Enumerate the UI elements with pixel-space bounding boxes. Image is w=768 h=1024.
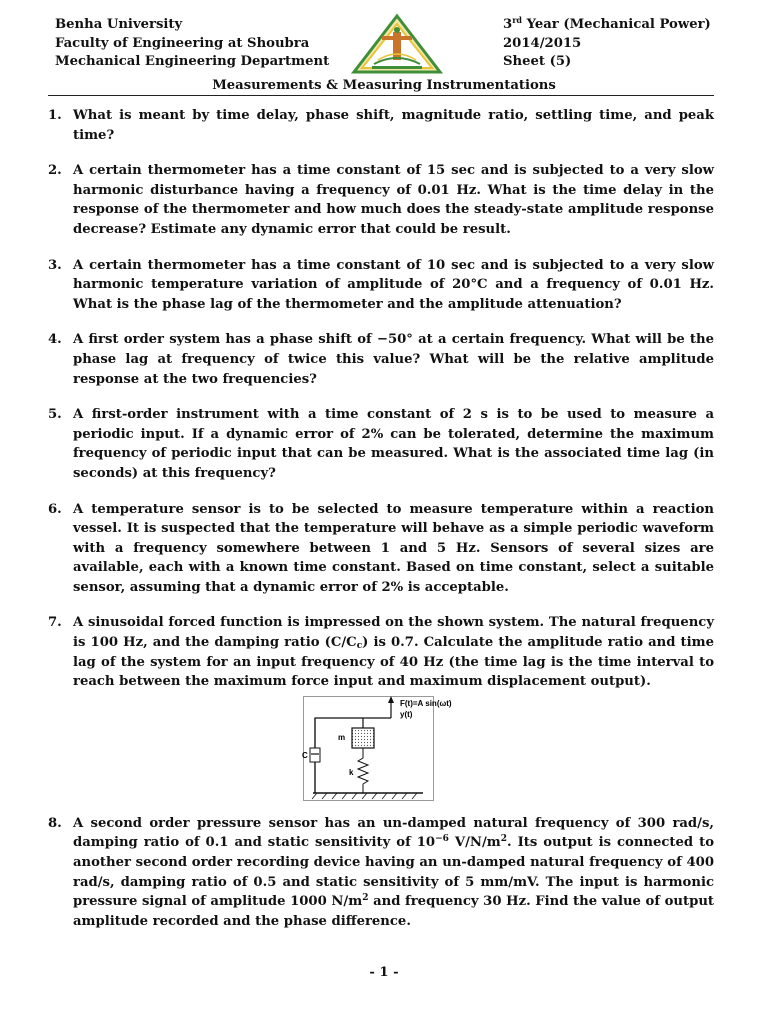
page-title: Measurements & Measuring Instrumentations [212,78,556,93]
force-label: F(t)=A sin(ωt) [400,698,452,708]
question-number: 3. [48,257,62,273]
header-left [55,16,329,72]
question-item [0,500,768,598]
question-number: 5. [48,407,62,423]
spring-label: k [349,767,354,777]
question-item [0,161,768,239]
university-logo [352,14,442,76]
force-arrow-icon [388,696,394,703]
question-text-part: A sinusoidal forced function is impressed on the shown system. The natural frequency is 100 Hz, and the damping ratio (C/C [73,615,714,651]
spring [358,748,368,793]
question-text: A certain thermometer has a time constant of 15 sec and is subjected to a very slow harmonic disturbance having a frequency of 0.01 Hz. What is the time delay in the response of the thermometer and how much does the steady-state amplitude response decrease? Estimate any dynamic error that could be result. [73,163,714,237]
question-number: 2. [48,163,62,179]
question-text: A temperature sensor is to be selected to measure temperature within a reaction vessel. It is suspected that the temperature will behave as a simple periodic waveform with a frequency somewhere between 1 and 5 Hz. Sensors of several sizes are available, each with a known time constant. Based on time constant, select a suitable sensor, assuming that a dynamic error of 2% is acceptable. [73,501,714,595]
question-text: A first order system has a phase shift of −50° at a certain frequency. What will be the phase lag at frequency of twice this value? What will be the relative amplitude response at the two frequencies? [73,332,714,387]
question-item [0,405,768,483]
question-number: 4. [48,332,62,348]
question-text [73,816,714,929]
year-number: 3 [503,17,513,32]
question-text: A certain thermometer has a time constant of 10 sec and is subjected to a very slow harmonic temperature variation of amplitude of 20°C and a frequency of 0.01 Hz. What is the phase lag of the thermometer and the amplitude attenuation? [73,257,714,312]
mass-label: m [338,732,346,742]
question-list [0,106,768,931]
title-divider [48,95,714,96]
question-text: What is meant by time delay, phase shift, magnitude ratio, settling time, and peak time? [73,108,714,143]
page-number: - 1 - [369,965,399,980]
year-program: Year (Mechanical Power) [522,17,711,32]
sheet-number: Sheet (5) [503,54,572,69]
subscript: c [356,641,363,652]
question-item [0,814,768,932]
damper [310,718,320,793]
year-label [503,16,711,35]
university-name: Benha University [55,17,183,32]
header-right [503,16,711,72]
damper-label: C [302,750,308,760]
ground-hatch [312,793,417,799]
question-text-part: A second order pressure sensor has an un-damped natural frequency of 300 rad/s, damping ratio of 0.1 and static sensitivity of 10 [73,815,714,851]
year-ordinal: rd [512,15,522,25]
academic-year: 2014/2015 [503,35,582,51]
question-number: 7. [48,615,62,631]
superscript: 2 [500,834,508,845]
spring-mass-damper-diagram [303,696,543,802]
question-text-part: . Its output is connected to another second order recording device having an un-damped natural frequency of 400 rad/s, damping ratio of 0.5 and static sensitivity of 5 mm/mV. The input is harmonic pressure signal of amplitude 1000 N/m [73,835,714,910]
superscript: −6 [435,834,449,845]
question-text [73,615,714,689]
question-text-part: ) is 0.7. Calculate the amplitude ratio and time lag of the system for an input frequency of 40 Hz (the time lag is the time interval to reach between the maximum force input and maximum displacement output). [73,635,715,690]
question-number: 8. [48,815,62,831]
question-item [0,106,768,145]
question-item [0,613,768,807]
faculty-name: Faculty of Engineering at Shoubra [55,35,310,51]
superscript: 2 [362,893,369,904]
question-number: 1. [48,108,62,123]
question-text-part: V/N/m [448,835,501,851]
question-item [0,256,768,315]
department-name: Mechanical Engineering Department [55,54,330,69]
diagram-container [73,692,714,808]
question-item [0,330,768,389]
question-number: 6. [48,501,62,517]
question-text: A first-order instrument with a time constant of 2 s is to be used to measure a periodic input. If a dynamic error of 2% can be tolerated, determine the maximum frequency of periodic input that can be measured. What is the associated time lag (in seconds) at this frequency? [73,407,714,481]
question-text-part: and frequency 30 Hz. Find the value of output amplitude recorded and the phase difference. [73,894,714,929]
mass-block [352,728,374,748]
displacement-label: y(t) [400,709,413,719]
